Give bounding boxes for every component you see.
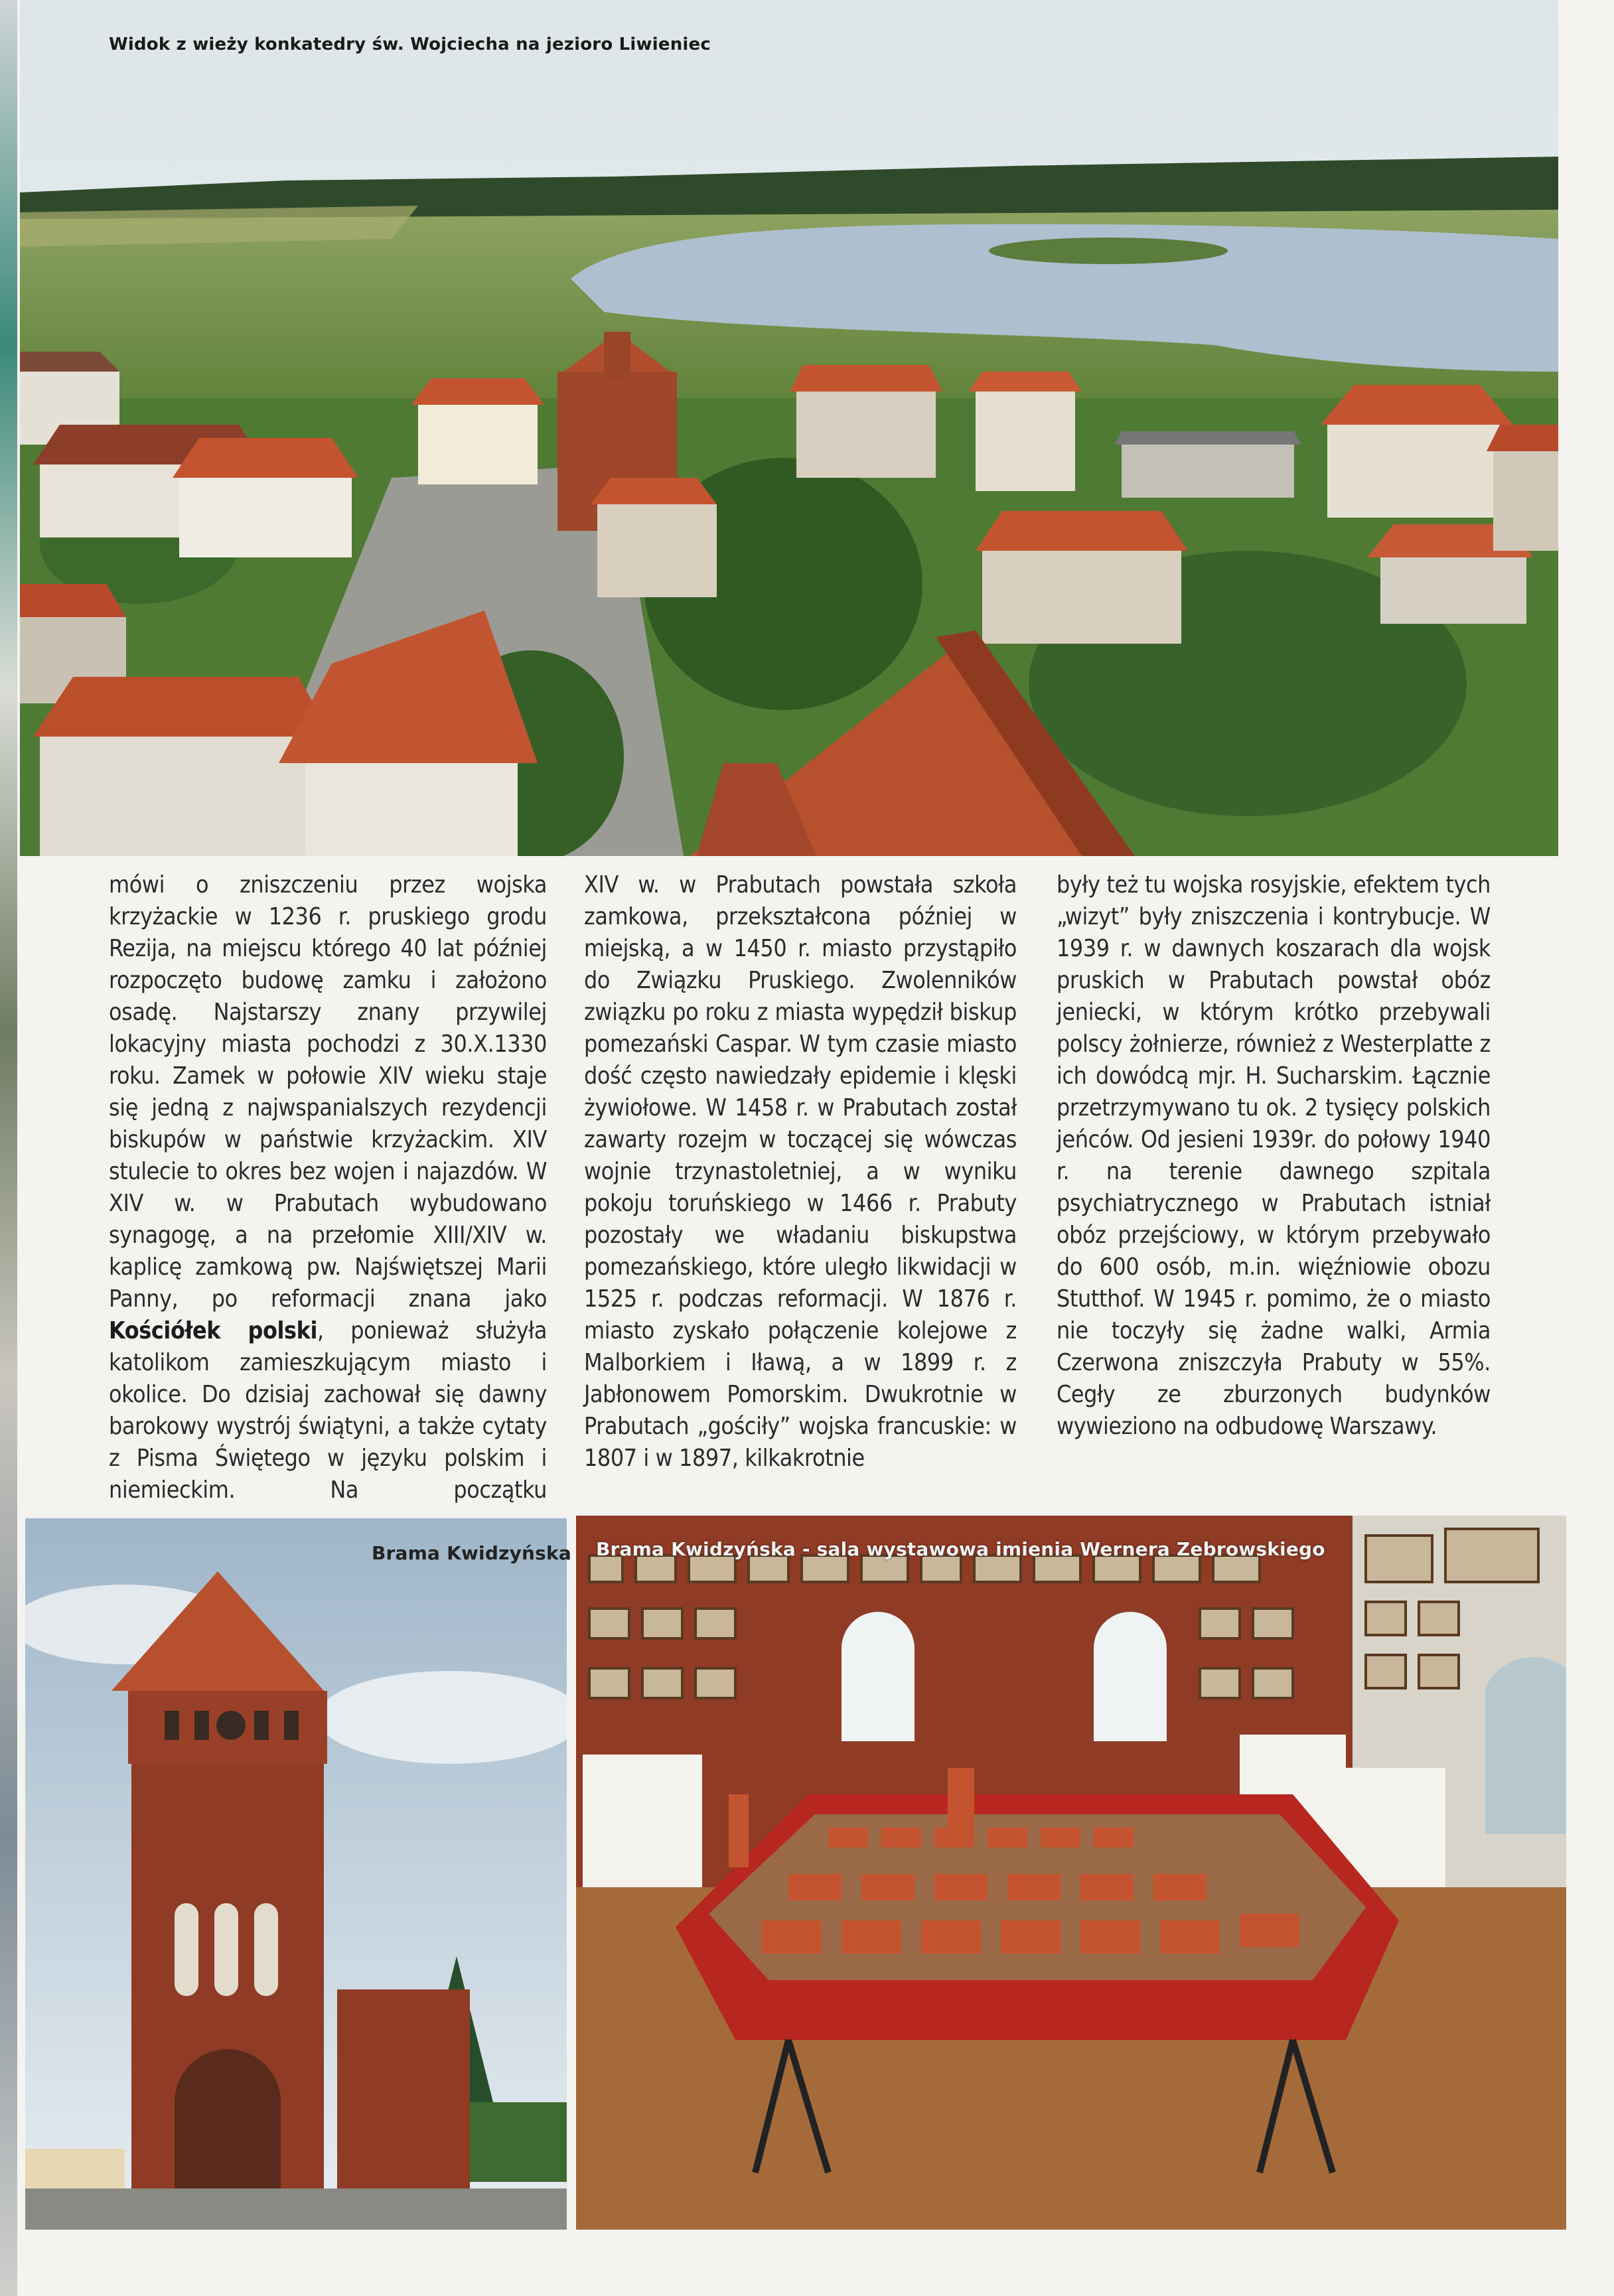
lake-aerial-photo xyxy=(20,0,1558,856)
bottom-right-caption: Brama Kwidzyńska - sala wystawowa imienia Wernera Zebrowskiego xyxy=(596,1538,1325,1560)
bold-term: Kościółek polski xyxy=(109,1317,318,1344)
previous-page-edge xyxy=(0,0,17,2296)
top-photo-caption: Widok z wieży konkatedry św. Wojciecha na jezioro Liwieniec xyxy=(109,35,711,54)
column-1-text: mówi o zniszczeniu przez wojska krzyżackie w 1236 r. pruskiego grodu Rezija, na miejscu którego 40 lat później rozpoczęto budowę zamku i założono osadę. Najstarszy znany przywilej lokacyjny miasta pochodzi z 30.X.1330 roku. Zamek w połowie XIV wieku staje się jedną z najwspanialszych rezydencji biskupów w państwie krzyżackim. XIV stulecie to okres bez wojen i najazdów. W XIV w. w Prabutach wybudowano synagogę, a na przełomie XIII/XIV w. kaplicę zamkową pw. Najświętszej Marii Panny, po reformacji znana jako xyxy=(109,871,547,1313)
gate-tower-photo xyxy=(25,1518,567,2230)
article-column-3 xyxy=(1057,869,1491,1500)
column-2-text: XIV w. w Prabutach powstała szkoła zamkowa, przekształcona później w miejską, a w 1450 r. miasto przystąpiło do Związku Pruskiego. Zwolenników związku po roku z miasta wypędził biskup pomezański Caspar. W tym czasie miasto dość często nawiedzały epidemie i klęski żywiołowe. W 1458 r. w Prabutach został zawarty rozejm w toczącej się wówczas wojnie trzynastoletniej, a w wyniku pokoju toruńskiego w 1466 r. Prabuty pozostały we władaniu biskupstwa pomezańskiego, które uległo likwidacji w 1525 r. podczas reformacji. W 1876 r. miasto zyskało połączenie kolejowe z Malborkiem i Iławą, a w 1899 r. z Jabłonowem Pomorskim. Dwukrotnie w Prabutach „gościły” wojska francuskie: w 1807 i w 1897, kilkakrotnie xyxy=(584,871,1017,1472)
article-column-1 xyxy=(109,869,547,1504)
exhibition-hall-photo xyxy=(576,1516,1566,2230)
bottom-left-caption: Brama Kwidzyńska xyxy=(372,1542,571,1564)
column-3-text: były też tu wojska rosyjskie, efektem tych „wizyt” były zniszczenia i kontrybucje. W 1939 r. w dawnych koszarach dla wojsk pruskich w Prabutach powstał obóz jeniecki, w którym krótko przebywali polscy żołnierze, również z Westerplatte z ich dowódcą mjr. H. Sucharskim. Łącznie przetrzymywano tu ok. 2 tysięcy polskich jeńców. Od jesieni 1939r. do połowy 1940 r. na terenie dawnego szpitala psychiatrycznego w Prabutach istniał obóz przejściowy, w którym przebywało do 600 osób, m.in. więźniowie obozu Stutthof. W 1945 r. pomimo, że o miasto nie toczyły się żadne walki, Armia Czerwona zniszczyła Prabuty w 55%. Cegły ze zburzonych budynków wywieziono na odbudowę Warszawy. xyxy=(1057,871,1491,1440)
column-1-text-continued: , ponieważ służyła katolikom zamieszkującym miasto i okolice. Do dzisiaj zachował się dawny barokowy wystrój świątyni, a także cytaty z Pisma Świętego w języku polskim i niemieckim. Na początku xyxy=(109,1317,547,1504)
article-column-2 xyxy=(584,869,1017,1500)
